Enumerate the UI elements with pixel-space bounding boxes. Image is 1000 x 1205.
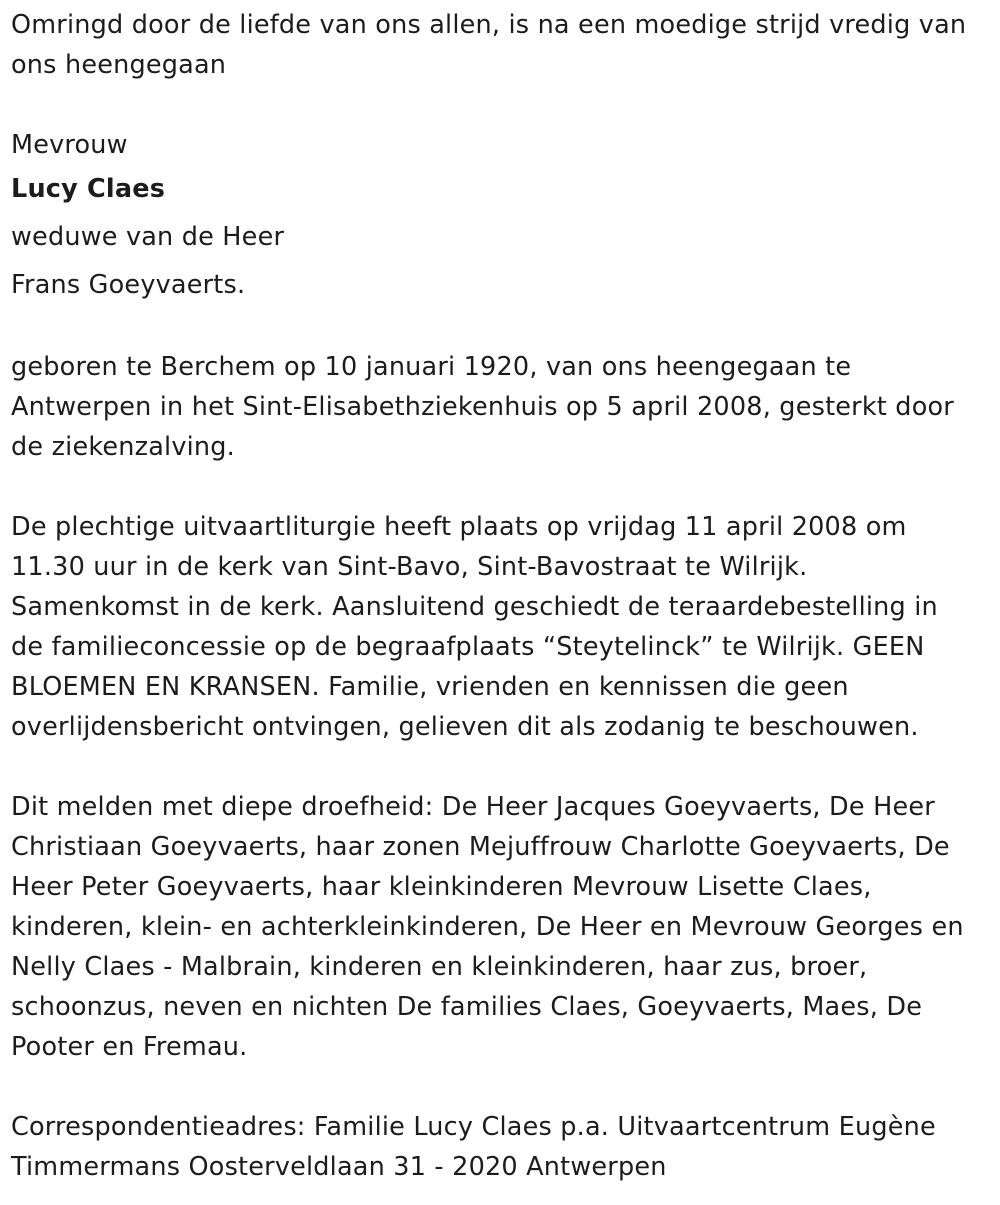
funeral-line: de familieconcessie op de begraafplaats “Steytelinck” te Wilrijk. GEEN bbox=[11, 632, 925, 662]
intro-line: ons heengegaan bbox=[11, 50, 227, 80]
funeral-paragraph bbox=[11, 507, 996, 747]
birth-line: geboren te Berchem op 10 januari 1920, van ons heengegaan te bbox=[11, 352, 852, 382]
spacer bbox=[11, 309, 996, 347]
spacer bbox=[11, 85, 996, 125]
birth-paragraph bbox=[11, 347, 996, 467]
spouse-name: Frans Goeyvaerts. bbox=[11, 270, 246, 300]
birth-line: Antwerpen in het Sint-Elisabethziekenhuis op 5 april 2008, gesterkt door bbox=[11, 392, 954, 422]
funeral-line: 11.30 uur in de kerk van Sint-Bavo, Sint-Bavostraat te Wilrijk. bbox=[11, 552, 808, 582]
funeral-line: De plechtige uitvaartliturgie heeft plaats op vrijdag 11 april 2008 om bbox=[11, 512, 907, 542]
obituary-document bbox=[11, 5, 996, 1187]
person-name: Lucy Claes bbox=[11, 174, 166, 204]
spacer bbox=[11, 747, 996, 787]
family-line: Pooter en Fremau. bbox=[11, 1032, 248, 1062]
person-title: Mevrouw bbox=[11, 130, 128, 160]
person-block bbox=[11, 125, 996, 309]
correspondence-line: Correspondentieadres: Familie Lucy Claes p.a. Uitvaartcentrum Eugène bbox=[11, 1112, 936, 1142]
family-line: Christiaan Goeyvaerts, haar zonen Mejuffrouw Charlotte Goeyvaerts, De bbox=[11, 832, 950, 862]
birth-line: de ziekenzalving. bbox=[11, 432, 235, 462]
correspondence-line: Timmermans Oosterveldlaan 31 - 2020 Antwerpen bbox=[11, 1152, 667, 1182]
correspondence-paragraph bbox=[11, 1107, 996, 1187]
family-line: Nelly Claes - Malbrain, kinderen en kleinkinderen, haar zus, broer, bbox=[11, 952, 868, 982]
family-line: Dit melden met diepe droefheid: De Heer Jacques Goeyvaerts, De Heer bbox=[11, 792, 935, 822]
funeral-line: overlijdensbericht ontvingen, gelieven dit als zodanig te beschouwen. bbox=[11, 712, 919, 742]
family-paragraph bbox=[11, 787, 996, 1067]
intro-paragraph bbox=[11, 5, 996, 85]
spacer bbox=[11, 1067, 996, 1107]
widow-of-text: weduwe van de Heer bbox=[11, 222, 285, 252]
family-line: schoonzus, neven en nichten De families Claes, Goeyvaerts, Maes, De bbox=[11, 992, 923, 1022]
funeral-line: BLOEMEN EN KRANSEN. Familie, vrienden en kennissen die geen bbox=[11, 672, 849, 702]
family-line: Heer Peter Goeyvaerts, haar kleinkinderen Mevrouw Lisette Claes, bbox=[11, 872, 872, 902]
spacer bbox=[11, 467, 996, 507]
funeral-line: Samenkomst in de kerk. Aansluitend geschiedt de teraardebestelling in bbox=[11, 592, 938, 622]
intro-line: Omringd door de liefde van ons allen, is na een moedige strijd vredig van bbox=[11, 10, 967, 40]
family-line: kinderen, klein- en achterkleinkinderen, De Heer en Mevrouw Georges en bbox=[11, 912, 964, 942]
